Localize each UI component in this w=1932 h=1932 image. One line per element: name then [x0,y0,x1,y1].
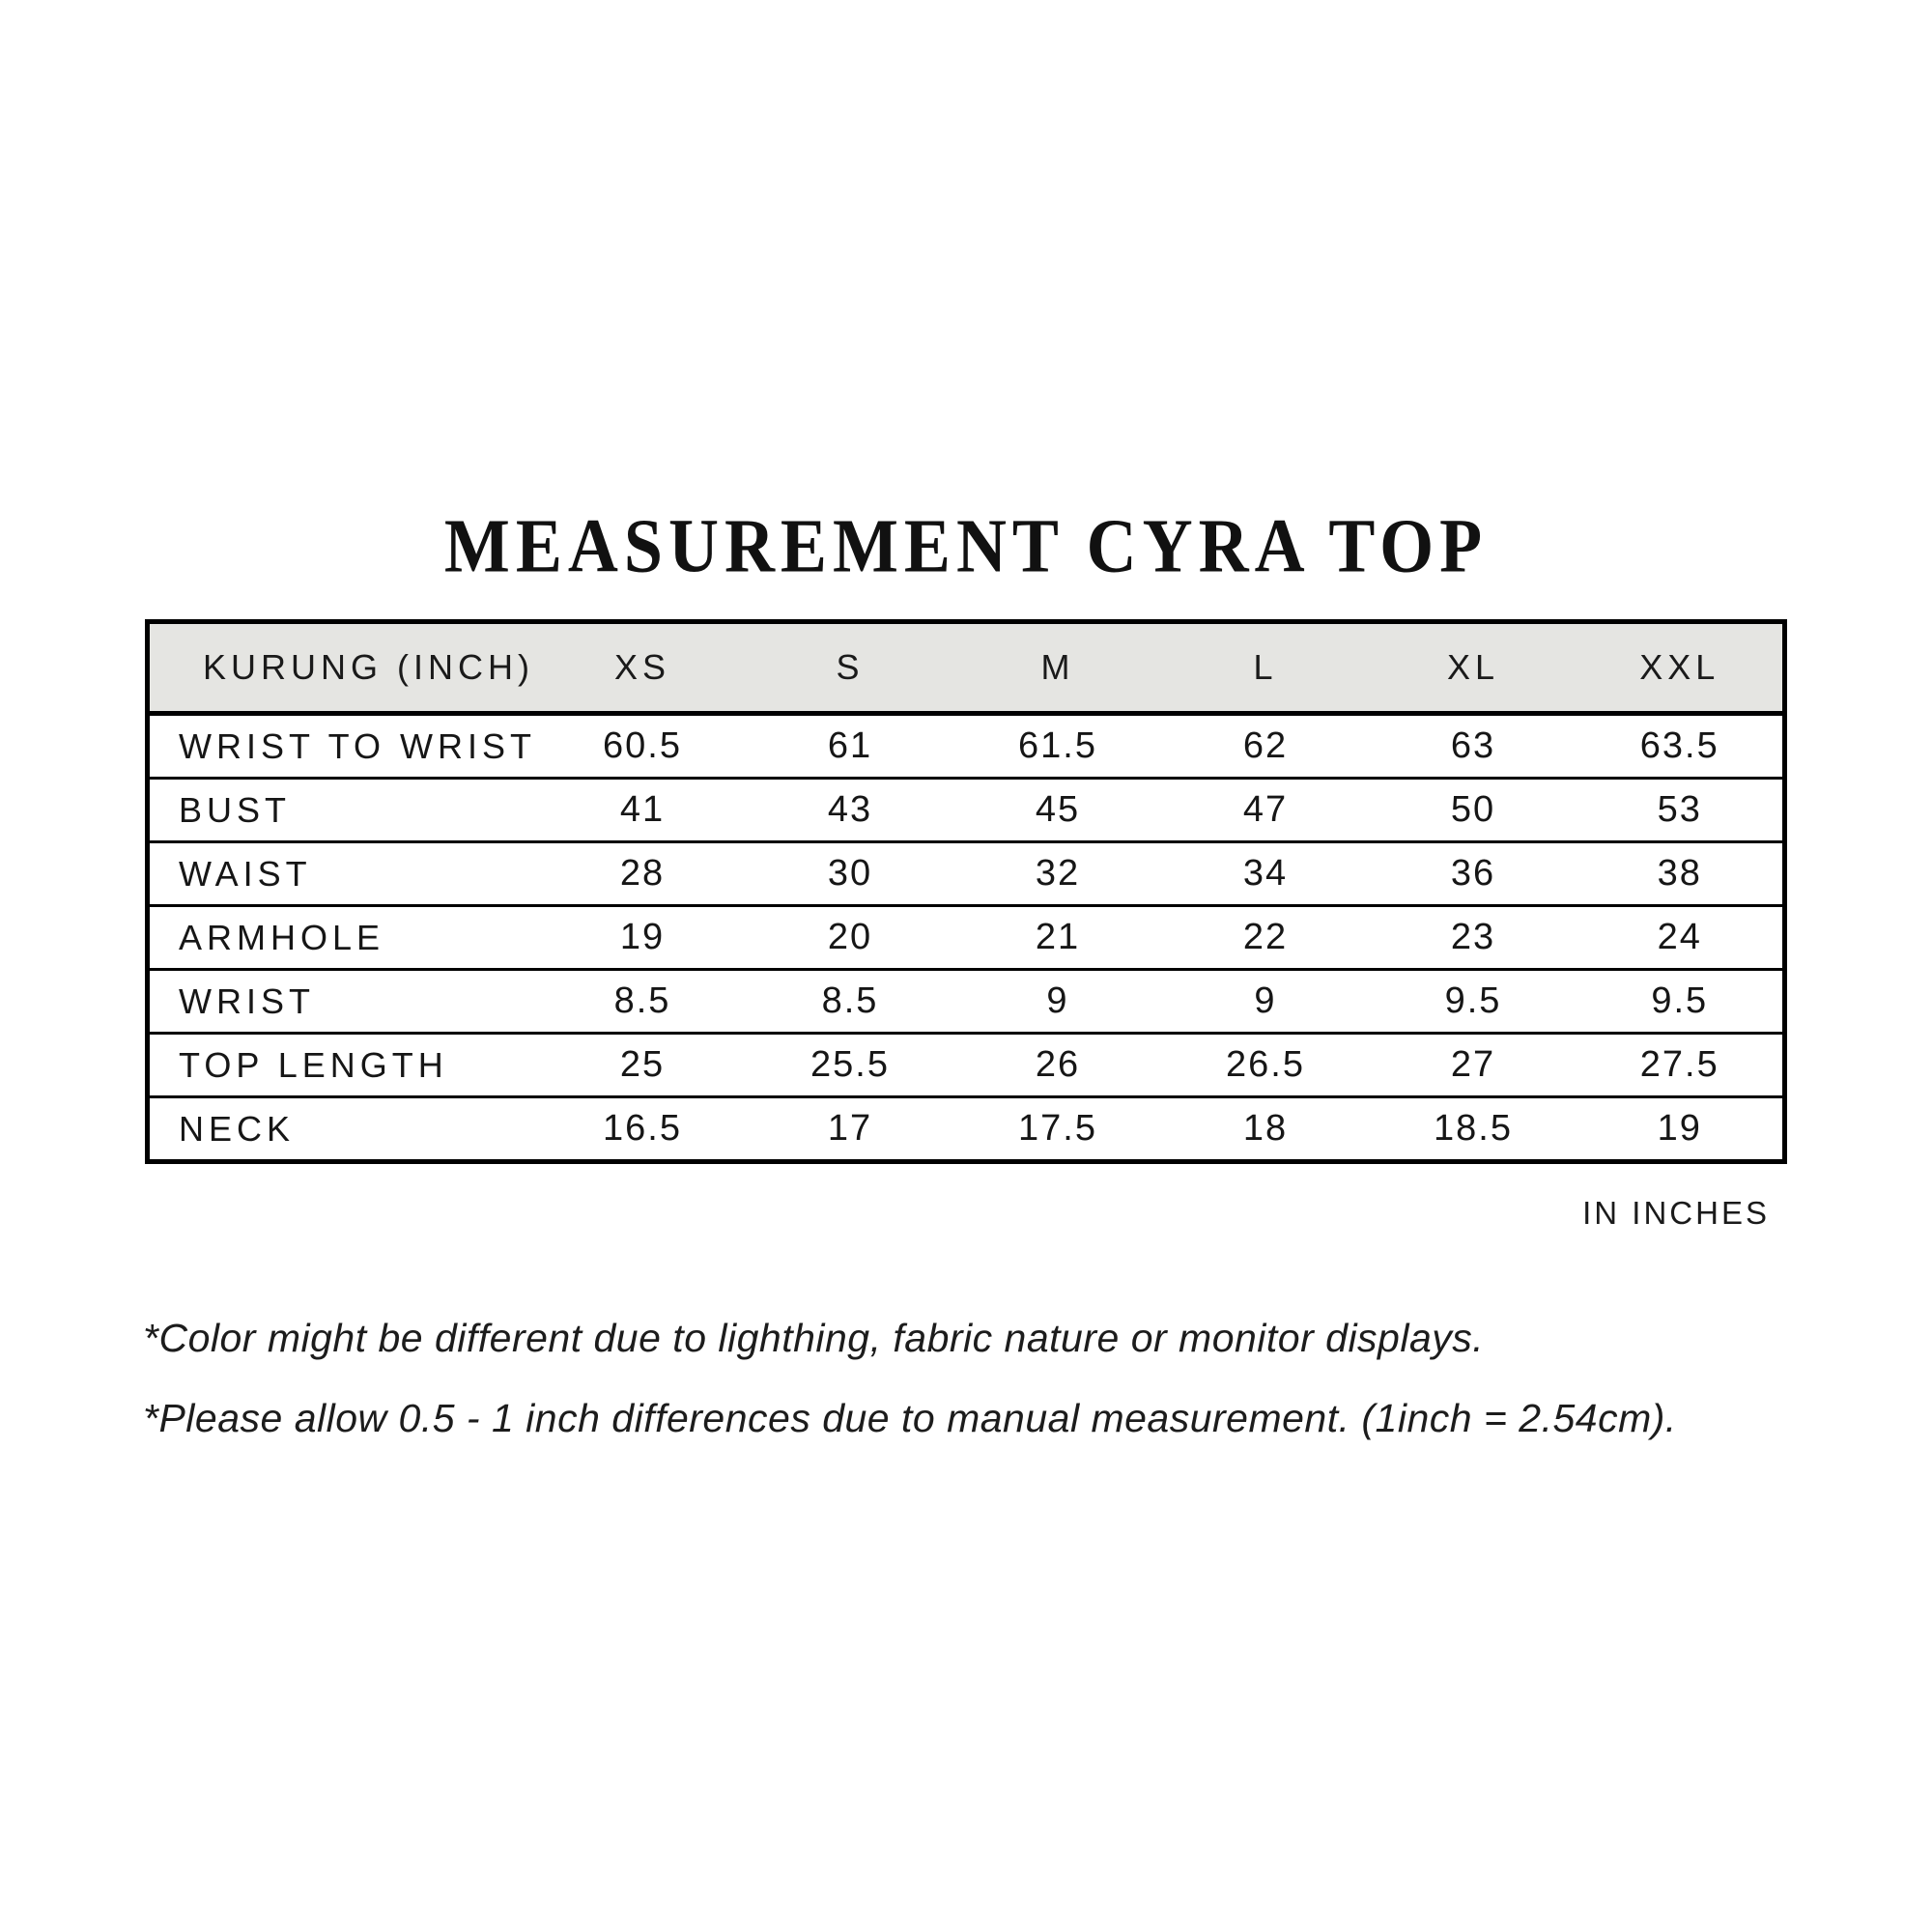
measurement-value: 47 [1162,779,1370,842]
measurement-value: 18.5 [1370,1097,1577,1162]
measurement-value: 38 [1577,842,1785,906]
measurement-value: 32 [954,842,1162,906]
measurement-value: 19 [539,906,747,970]
measurement-value: 16.5 [539,1097,747,1162]
measurement-value: 25.5 [747,1034,954,1097]
table-row [148,842,1785,906]
measurement-value: 36 [1370,842,1577,906]
measurement-value: 22 [1162,906,1370,970]
column-header-xl: XL [1370,622,1577,714]
column-header-xs: XS [539,622,747,714]
measurement-value: 28 [539,842,747,906]
measurement-value: 26.5 [1162,1034,1370,1097]
measurement-value: 60.5 [539,714,747,779]
measurement-value: 9 [954,970,1162,1034]
table-row [148,970,1785,1034]
footnote-measurement-disclaimer: *Please allow 0.5 - 1 inch differences due to manual measurement. (1inch = 2.54cm). [143,1396,1677,1441]
measurement-value: 63.5 [1577,714,1785,779]
row-label: NECK [148,1097,539,1162]
table-row [148,779,1785,842]
column-header-xxl: XXL [1577,622,1785,714]
measurement-value: 9.5 [1577,970,1785,1034]
column-header-kurung: KURUNG (INCH) [148,622,539,714]
measurement-value: 20 [747,906,954,970]
measurement-value: 53 [1577,779,1785,842]
table-row [148,1097,1785,1162]
measurement-value: 27.5 [1577,1034,1785,1097]
measurement-value: 34 [1162,842,1370,906]
measurement-value: 62 [1162,714,1370,779]
row-label: WAIST [148,842,539,906]
measurement-value: 19 [1577,1097,1785,1162]
measurement-value: 8.5 [539,970,747,1034]
column-header-m: M [954,622,1162,714]
measurement-value: 9 [1162,970,1370,1034]
row-label: ARMHOLE [148,906,539,970]
measurement-value: 61 [747,714,954,779]
table-header-row [148,622,1785,714]
table-row [148,906,1785,970]
measurement-value: 23 [1370,906,1577,970]
measurement-table [145,619,1787,1164]
footnote-color-disclaimer: *Color might be different due to lighthing, fabric nature or monitor displays. [143,1316,1485,1360]
row-label: BUST [148,779,539,842]
measurement-value: 21 [954,906,1162,970]
measurement-value: 43 [747,779,954,842]
measurement-value: 8.5 [747,970,954,1034]
measurement-value: 9.5 [1370,970,1577,1034]
row-label: TOP LENGTH [148,1034,539,1097]
measurement-value: 30 [747,842,954,906]
row-label: WRIST [148,970,539,1034]
measurement-value: 50 [1370,779,1577,842]
column-header-l: L [1162,622,1370,714]
row-label: WRIST TO WRIST [148,714,539,779]
measurement-value: 26 [954,1034,1162,1097]
table-row [148,714,1785,779]
footnotes [143,1316,1677,1476]
measurement-value: 45 [954,779,1162,842]
measurement-value: 17.5 [954,1097,1162,1162]
measurement-value: 24 [1577,906,1785,970]
measurement-value: 41 [539,779,747,842]
table-row [148,1034,1785,1097]
measurement-value: 61.5 [954,714,1162,779]
page-title: MEASUREMENT CYRA TOP [443,503,1489,589]
measurement-value: 63 [1370,714,1577,779]
measurement-value: 17 [747,1097,954,1162]
measurement-value: 27 [1370,1034,1577,1097]
measurement-value: 18 [1162,1097,1370,1162]
unit-note: IN INCHES [1582,1195,1770,1231]
measurement-value: 25 [539,1034,747,1097]
column-header-s: S [747,622,954,714]
